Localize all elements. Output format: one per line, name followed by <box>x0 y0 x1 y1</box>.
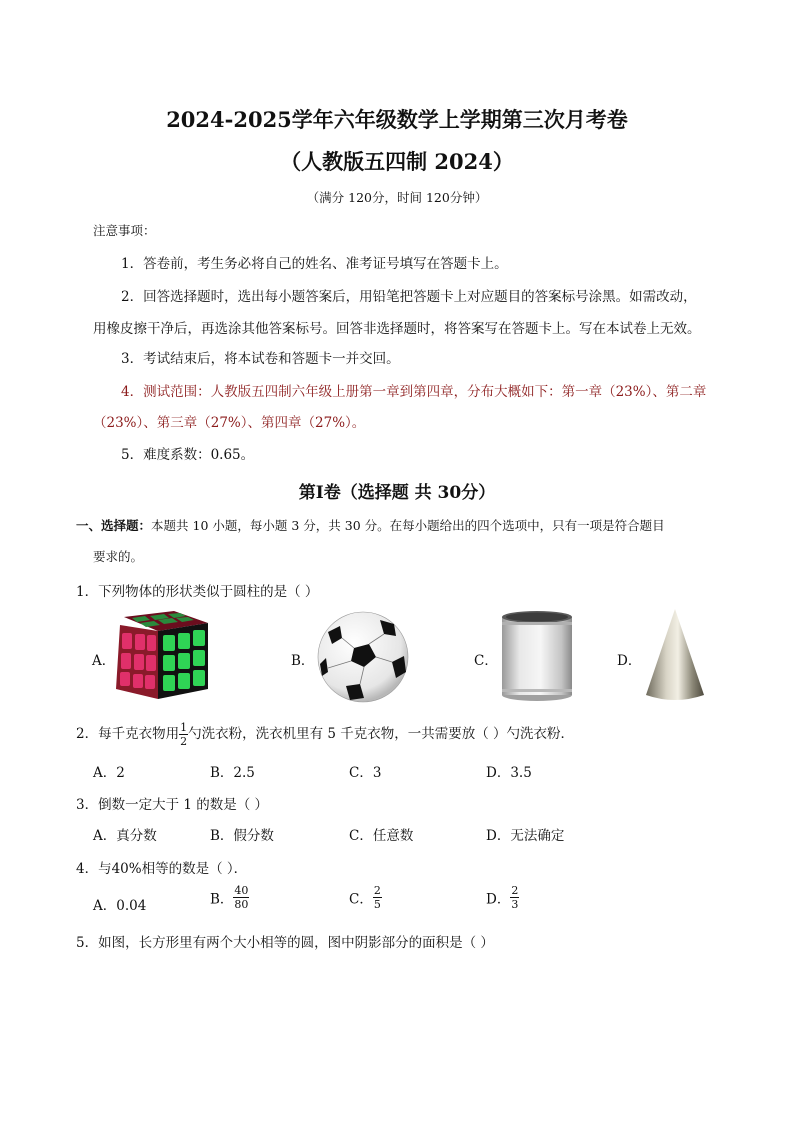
question-3-text: 3．倒数一定大于 1 的数是（ ） <box>76 797 269 813</box>
section-title: 第Ⅰ卷（选择题 共 30分） <box>298 483 496 503</box>
cylinder-can-image <box>498 609 576 703</box>
q4-option-c-label: C． <box>349 891 373 908</box>
section-intro-text: 本题共 10 小题，每小题 3 分，共 30 分。在每小题给出的四个选项中，只有一项是符合题目 <box>151 518 665 533</box>
note-4-line1: 4．测试范围：人教版五四制六年级上册第一章到第四章，分布大概如下：第一章（23%）、第二章 <box>121 384 707 400</box>
q4-option-b-fraction <box>233 885 249 910</box>
question-2-text <box>76 722 574 747</box>
q4-b-numerator: 40 <box>234 884 249 897</box>
q4-b-denominator: 80 <box>234 898 249 911</box>
q4-c-numerator: 2 <box>373 884 381 897</box>
section-intro-line2: 要求的。 <box>93 549 144 564</box>
q4-option-d-label: D． <box>486 891 511 908</box>
q2-text-end: 勺洗衣粉，洗衣机里有 5 千克衣物，一共需要放（ ）勺洗衣粉． <box>188 726 575 742</box>
q3-option-d: D．无法确定 <box>486 828 565 844</box>
q2-text-start: 2．每千克衣物用 <box>76 726 180 742</box>
soccer-ball-image <box>314 610 412 704</box>
rubiks-cube-image <box>112 609 212 701</box>
note-2-line1: 2．回答选择题时，选出每小题答案后，用铅笔把答题卡上对应题目的答案标号涂黑。如需改动， <box>121 289 697 305</box>
q4-option-c-fraction <box>373 885 382 910</box>
exam-title: 2024-2025学年六年级数学上学期第三次月考卷 <box>166 107 628 132</box>
q2-fraction-denominator: 2 <box>180 735 188 748</box>
q4-c-denominator: 5 <box>373 898 381 911</box>
note-4-line2: （23%）、第三章（27%）、第四章（27%）。 <box>93 415 366 431</box>
q4-d-numerator: 2 <box>511 884 519 897</box>
q4-option-b-label: B． <box>210 891 234 908</box>
question-1-text: 1．下列物体的形状类似于圆柱的是（ ） <box>76 584 319 600</box>
q3-option-b: B．假分数 <box>210 828 274 844</box>
q2-option-c: C．3 <box>349 765 382 781</box>
question-4-text: 4．与40%相等的数是（ ）． <box>76 861 248 877</box>
note-5: 5．难度系数：0.65。 <box>121 447 255 463</box>
q3-option-c: C．任意数 <box>349 828 414 844</box>
note-3: 3．考试结束后，将本试卷和答题卡一并交回。 <box>121 351 400 367</box>
q4-d-denominator: 3 <box>511 898 519 911</box>
q4-option-d-fraction <box>510 885 519 910</box>
section-intro-line1 <box>76 516 665 534</box>
exam-edition: （人教版五四制 2024） <box>280 149 514 174</box>
q1-option-a-label: A． <box>92 653 116 669</box>
q1-option-c-label: C． <box>474 653 498 669</box>
question-5-text: 5．如图，长方形里有两个大小相等的圆，图中阴影部分的面积是（ ） <box>76 935 494 951</box>
q4-option-c <box>349 885 382 910</box>
q1-option-b-label: B． <box>291 653 315 669</box>
section-intro-label: 一、选择题： <box>76 518 152 533</box>
note-1: 1．答卷前，考生务必将自己的姓名、准考证号填写在答题卡上。 <box>121 256 508 272</box>
q4-option-a: A．0.04 <box>93 898 147 914</box>
q2-option-a: A．2 <box>93 765 125 781</box>
q2-fraction-numerator: 1 <box>180 721 188 734</box>
note-2-line2: 用橡皮擦干净后，再选涂其他答案标号。回答非选择题时，将答案写在答题卡上。写在本试卷上无效。 <box>93 321 701 337</box>
q2-option-d: D．3.5 <box>486 765 532 781</box>
q4-option-d <box>486 885 519 910</box>
q1-option-d-label: D． <box>617 653 642 669</box>
q2-option-b: B．2.5 <box>210 765 255 781</box>
q3-option-a: A．真分数 <box>93 828 157 844</box>
notes-heading: 注意事项： <box>93 223 156 238</box>
cone-image <box>644 607 706 707</box>
exam-score-time: （满分 120分，时间 120分钟） <box>306 190 488 205</box>
q2-fraction <box>179 722 188 747</box>
q4-option-b <box>210 885 249 910</box>
